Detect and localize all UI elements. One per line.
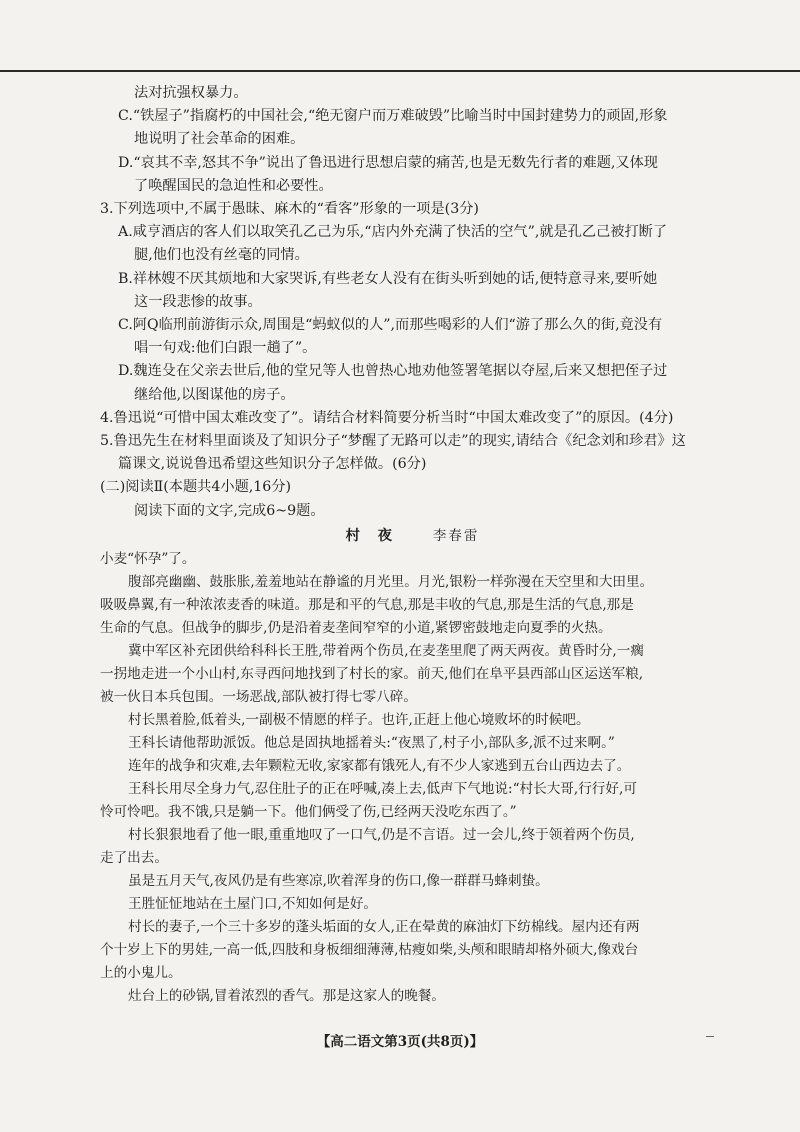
text-line: 生命的气息。但战争的脚步,仍是沿着麦垄间窄窄的小道,紧锣密鼓地走向夏季的火热。 (100, 620, 612, 637)
text-line: D.魏连殳在父亲去世后,他的堂兄等人也曾热心地劝他签署笔据以夺屋,后来又想把侄子过 (118, 363, 668, 380)
text-line: 腹部亮幽幽、鼓胀胀,羞羞地站在静谧的月光里。月光,银粉一样弥漫在天空里和大田里。 (128, 574, 654, 591)
text-line: C.阿Q临刑前游街示众,周围是“蚂蚁似的人”,而那些喝彩的人们“游了那么久的街,竟没有 (118, 317, 663, 334)
text-line: 怜可怜吧。我不饿,只是躺一下。他们俩受了伤,已经两天没吃东西了。” (100, 804, 517, 821)
section-heading: (二)阅读Ⅱ(本题共4小题,16分) (100, 479, 292, 496)
text-line: B.祥林嫂不厌其烦地和大家哭诉,有些老女人没有在街头听到她的话,便特意寻来,要听她 (118, 270, 658, 287)
story-paragraph (100, 548, 725, 571)
story-body (100, 548, 725, 1008)
story-paragraph (100, 778, 725, 824)
corner-mark (706, 1036, 714, 1037)
text-line: 地说明了社会革命的困难。 (134, 131, 305, 148)
text-line: 虽是五月天气,夜风仍是有些寒凉,吹着浑身的伤口,像一群群马蜂刺蛰。 (128, 873, 549, 890)
text-line: 一拐地走进一个小山村,东寻西问地找到了村长的家。前天,他们在阜平县西部山区运送军粮, (100, 666, 644, 683)
story-paragraph (100, 709, 725, 732)
story-paragraph (100, 916, 725, 985)
text-line: 小麦“怀孕”了。 (100, 551, 196, 568)
q3-option-b (100, 268, 725, 314)
text-line: 被一伙日本兵包围。一场恶战,部队被打得七零八碎。 (100, 689, 417, 706)
q3-option-a (100, 221, 725, 267)
q2-option-d (100, 152, 725, 198)
text-line: 王科长请他帮助派饭。他总是固执地摇着头:“夜黑了,村子小,部队多,派不过来啊。” (128, 735, 615, 752)
text-line: 吸吸鼻翼,有一种浓浓麦香的味道。那是和平的气息,那是丰收的气息,那是生活的气息,那是 (100, 597, 634, 614)
text-line: 个十岁上下的男娃,一高一低,四肢和身板细细薄薄,枯瘦如柴,头颅和眼睛却格外硕大,像戏台 (100, 942, 639, 959)
text-line: 这一段悲惨的故事。 (134, 293, 262, 310)
text-line: 上的小鬼儿。 (100, 965, 182, 982)
header-rule (0, 70, 800, 72)
story-paragraph (100, 870, 725, 893)
story-paragraph (100, 640, 725, 709)
text-line: 王科长用尽全身力气,忍住肚子的正在呼喊,凑上去,低声下气地说:“村长大哥,行行好,可 (128, 781, 637, 798)
text-line: 了唤醒国民的急迫性和必要性。 (134, 177, 333, 194)
q3-option-d (100, 360, 725, 406)
text-line: 5.鲁迅先生在材料里面谈及了知识分子“梦醒了无路可以走”的现实,请结合《纪念刘和珍君》这 (100, 433, 686, 450)
q2-option-c (100, 105, 725, 151)
text-line: 法对抗强权暴力。 (134, 85, 248, 101)
page-footer: 【高二语文第3页(共8页)】 (316, 1034, 484, 1050)
story-paragraph (100, 755, 725, 778)
question-3-stem: 3.下列选项中,不属于愚昧、麻木的“看客”形象的一项是(3分) (100, 201, 479, 218)
text-line: 灶台上的砂锅,冒着浓烈的香气。那是这家人的晚餐。 (128, 988, 445, 1005)
question-5 (100, 430, 725, 476)
text-line: 连年的战争和灾难,去年颗粒无收,家家都有饿死人,有不少人家逃到五台山西边去了。 (128, 758, 631, 775)
story-paragraph (100, 732, 725, 755)
story-paragraph (100, 824, 725, 870)
story-paragraph (100, 571, 725, 640)
text-line: 冀中军区补充团供给科科长王胜,带着两个伤员,在麦垄里爬了两天两夜。黄昏时分,一瘸 (128, 643, 644, 660)
story-author: 李春雷 (432, 527, 480, 544)
text-line: 篇课文,说说鲁迅希望这些知识分子怎样做。(6分) (118, 456, 427, 473)
text-line: C.“铁屋子”指腐朽的中国社会,“绝无窗户而万难破毁”比喻当时中国封建势力的顽固,形象 (118, 108, 668, 125)
question-4: 4.鲁迅说“可惜中国太难改变了”。请结合材料简要分析当时“中国太难改变了”的原因。(4分) (100, 409, 674, 426)
text-line: 村长狠狠地看了他一眼,重重地叹了一口气,仍是不言语。过一会儿,终于领着两个伤员, (128, 827, 635, 844)
text-line: D.“哀其不幸,怒其不争”说出了鲁迅进行思想启蒙的痛苦,也是无数先行者的难题,又体现 (118, 154, 658, 171)
section-instruction: 阅读下面的文字,完成6~9题。 (134, 502, 325, 519)
text-line: 继给他,以图谋他的房子。 (134, 386, 295, 403)
text-line: 王胜怔怔地站在土屋门口,不知如何是好。 (128, 896, 378, 913)
story-title: 村夜 (345, 527, 410, 544)
text-line: A.咸亨酒店的客人们以取笑孔乙己为乐,“店内外充满了快活的空气”,就是孔乙己被打断了 (118, 224, 668, 241)
text-line: 走了出去。 (100, 850, 168, 867)
story-title-line (100, 525, 725, 548)
text-line: 唱一句戏:他们白跟一趟了”。 (134, 340, 317, 357)
exam-page (100, 82, 725, 1008)
text-line: 村长黑着脸,低着头,一副极不情愿的样子。也许,正赶上他心境败坏的时候吧。 (128, 712, 590, 729)
text-line: 村长的妻子,一个三十多岁的蓬头垢面的女人,正在晕黄的麻油灯下纺棉线。屋内还有两 (128, 919, 640, 936)
story-paragraph (100, 985, 725, 1008)
text-line: 腿,他们也没有丝毫的同情。 (134, 247, 309, 264)
q2-option-b-continuation (100, 82, 725, 105)
story-paragraph (100, 893, 725, 916)
q3-option-c (100, 314, 725, 360)
